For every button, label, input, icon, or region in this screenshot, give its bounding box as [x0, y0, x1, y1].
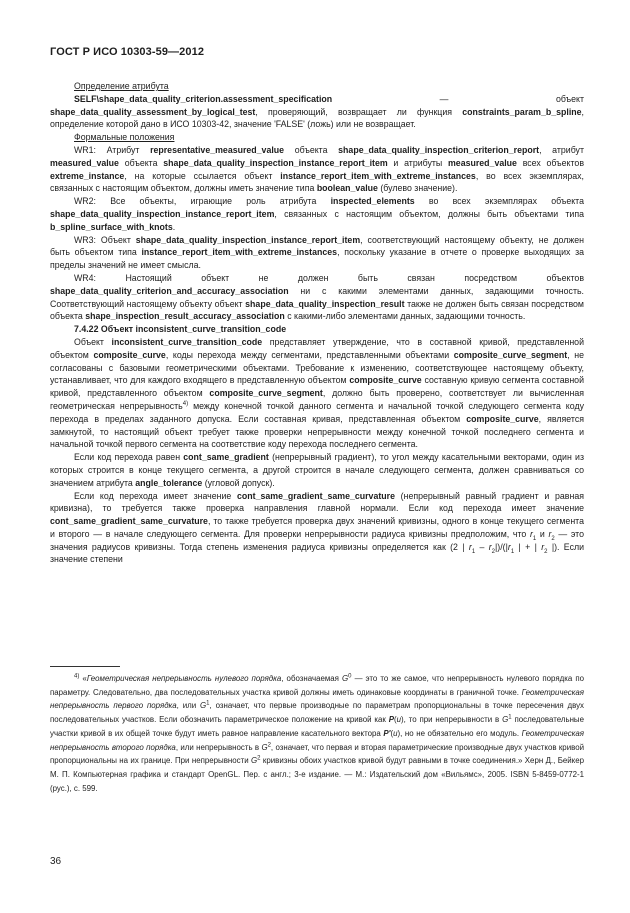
footnote-divider [50, 666, 120, 667]
attribute-definition-label: Определение атрибута [74, 81, 169, 91]
section-paragraph-3: Если код перехода имеет значение cont_same_gradient_same_curvature (непрерывный равный градиент и равная кривизна), то требуется также проверка направления главной нормали. Если код перехода имеет значение cont_same_gradient_same_curvature, то также требуется проверка двух значений кривизны, одного в конце текущего сегмента и второго — в начале следующего сегмента. Для проверки непрерывности радиуса кривизны предположим, что $r_1$ и $r_2$ — это значения радиусов кривизны. Тогда степень изменения радиуса кривизны определяется как (2 | $r_1 - r_2|)/(|r_1$ | + | $r_2$ |). Если значение степени [50, 490, 585, 565]
footnote-reference[interactable]: 4) [182, 401, 189, 407]
wr3-paragraph: WR3: Объект shape_data_quality_inspection_instance_report_item, соответствующий настоящему объекту, не должен быть объектом типа instance_report_item_with_extreme_instances, поскольку указание в отчете о проверке выходящих за пределы значений не имеет смысла. [50, 234, 584, 271]
wr1-paragraph: WR1: Атрибут representative_measured_value объекта shape_data_quality_inspection_criterion_report, атрибут measured_value объекта shape_data_quality_inspection_instance_report_item и атрибуты measured_value всех объектов extreme_instance, на которые ссылается объект instance_report_item_with_extreme_instances, во всех экземплярах, связанных с настоящим объектом, должны иметь значение типа boolean_value (булево значение). [50, 144, 584, 194]
attribute-definition-paragraph: SELF\shape_data_quality_criterion.assessment_specification — объект shape_data_quality_assessment_by_logical_test, проверяющий, возвращает ли функция constraints_param_b_spline, определение которой дано в ИСО 10303-42, значение 'FALSE' (ложь) или не возвращает. [50, 93, 584, 130]
page-number: 36 [50, 856, 62, 867]
wr4-paragraph: WR4: Настоящий объект не должен быть связан посредством объектов shape_data_quality_criterion_and_accuracy_association ни с какими элементами данных, задающими точность. Соответствующий настоящему объекту объект shape_data_quality_inspection_result также не должен быть связан посредством объекта shape_inspection_result_accuracy_association с какими-либо элементами данных, задающими точность. [50, 272, 584, 322]
standard-header: ГОСТ Р ИСО 10303-59—2012 [50, 46, 205, 58]
document-body [50, 80, 584, 566]
section-paragraph-2: Если код перехода равен cont_same_gradient (непрерывный градиент), то угол между касательными векторами, один из которых строится в конце текущего сегмента, а другой строится в начале следующего сегмента, должен сравниваться со значением атрибута angle_tolerance (угловой допуск). [50, 452, 584, 488]
formal-provisions-label: Формальные положения [74, 132, 175, 143]
footnote [50, 672, 584, 795]
section-paragraph-1: Объект inconsistent_curve_transition_code представляет утверждение, что в составной кривой, представленной объектом composite_curve, коды перехода между сегментами, представленными объектами composite_curve_segment, не согласованы с базовыми геометрическими объектами. Требование к изменению, соответствующее настоящему объекту, устанавливает, что для каждого входящего в представленную объектом composite_curve составную кривую сегмента составной кривой, представленного объектом composite_curve_segment, должно быть проверено, соответствует ли вычисленная геометрическая непрерывность$^{4)}$ между конечной точкой данного сегмента и начальной точкой следующего сегмента коду перехода в пределах заданного допуска. Если составная кривая, представленная объектом composite_curve, является замкнутой, то настоящий объект требует также проверки непрерывности между конечной точкой последнего сегмента и начальной точкой первого сегмента на соответствие коду перехода последнего сегмента. [50, 336, 584, 450]
footnote-text: $^{4)}$ «Геометрическая непрерывность нулевого порядка, обозначаемая $G^0$ — это то же самое, что непрерывность нулевого порядка по параметру. Следовательно, два последовательных участка кривой должны иметь одинаковые координаты в граничной точке. Геометрическая непрерывность первого порядка, или $G^1$, означает, что первые производные по параметрам пропорциональны в точке пересечения двух последовательных участков. Если обозначить параметрическое положение на кривой как P(u), то при непрерывности в $G^1$ последовательные участки кривой в их общей точке будут иметь равное направление касательного вектора P'(u), но не обязательно его модуль. Геометрическая непрерывность второго порядка, или непрерывность в $G^2$, означает, что первая и вторая параметрические производные двух участков кривой пропорциональны на их границе. При непрерывности $G^2$ кривизны обоих участков кривой будут равными в точке соединения.» Херн Д., Бейкер М. П. Компьютерная графика и стандарт OpenGL. Пер. с англ.; 3-е издание. — М.: Издательский дом «Вильямс», 2005. ISBN 5-8459-0772-1 (рус.), с. 599. [50, 673, 584, 793]
wr2-paragraph: WR2: Все объекты, играющие роль атрибута inspected_elements во всех экземплярах объекта shape_data_quality_inspection_instance_report_item, связанных с настоящим объектом, должны быть объектами типа b_spline_surface_with_knots. [50, 196, 584, 232]
section-heading: 7.4.22 Объект inconsistent_curve_transition_code [74, 324, 287, 335]
